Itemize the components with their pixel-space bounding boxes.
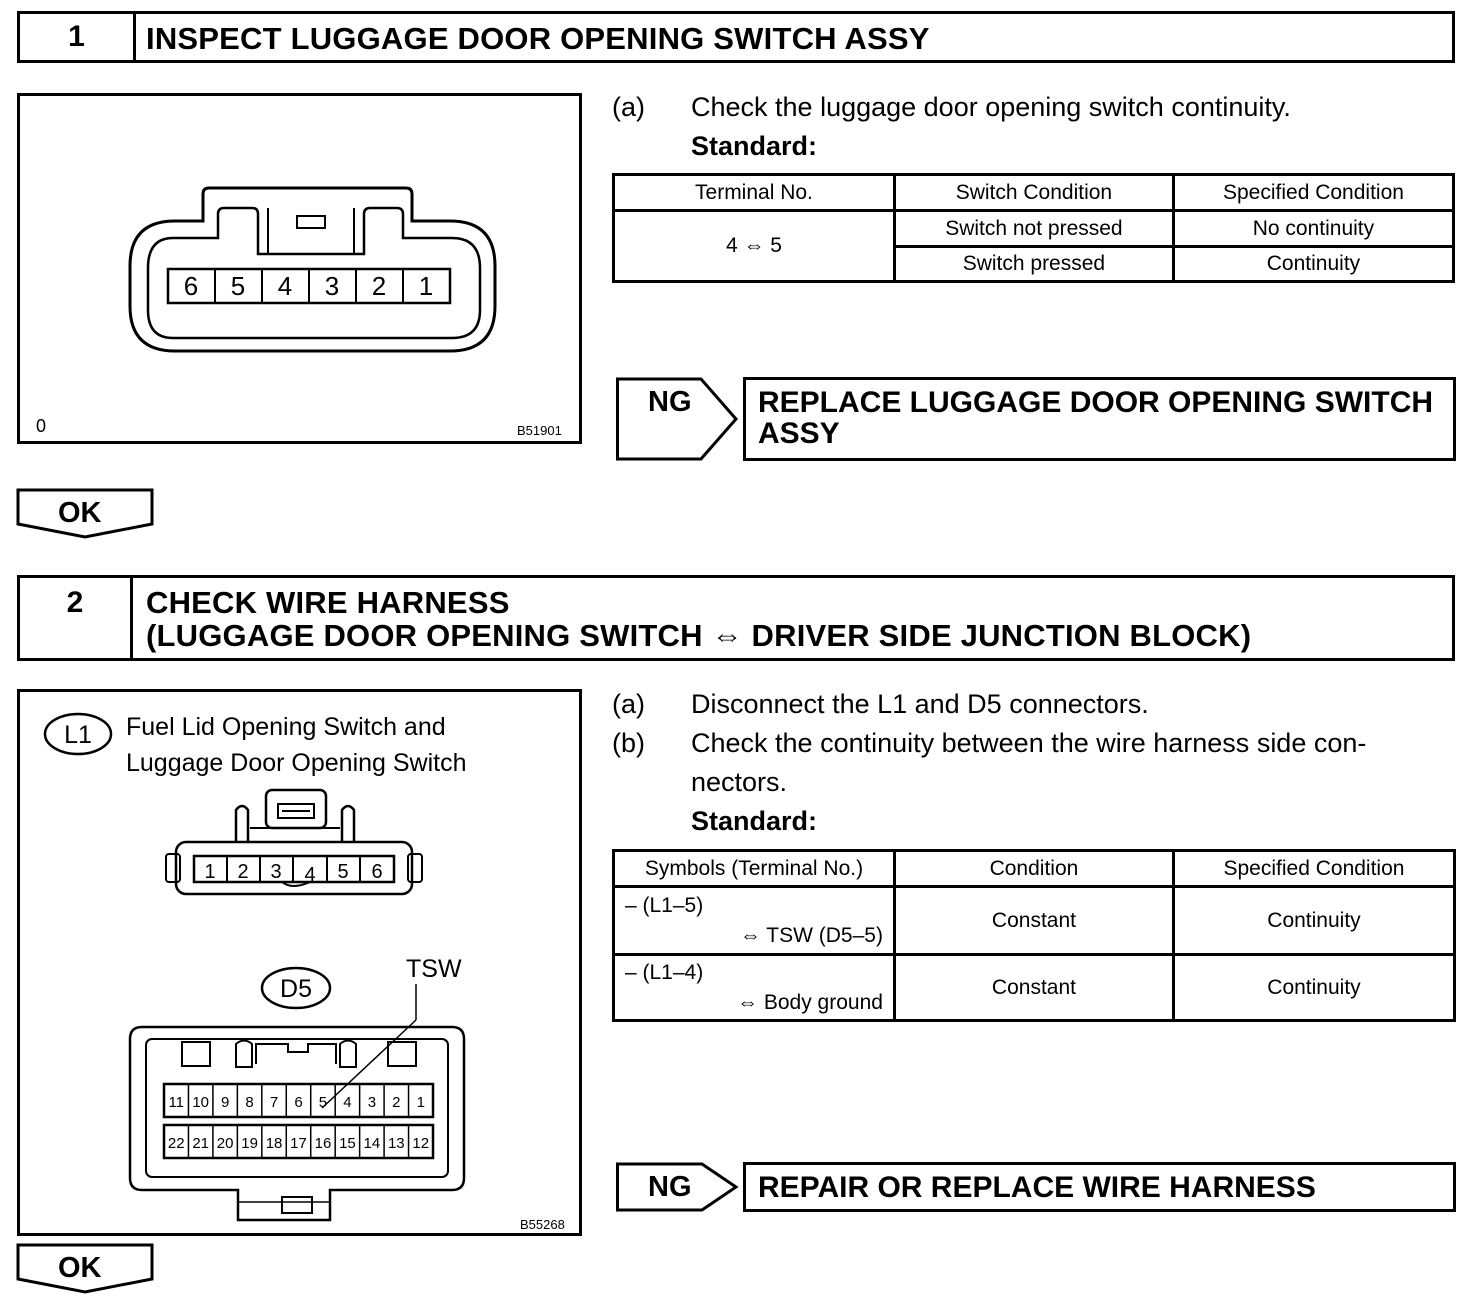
ok-label: OK bbox=[58, 1252, 102, 1284]
step-1-title: INSPECT LUGGAGE DOOR OPENING SWITCH ASSY bbox=[146, 21, 930, 56]
l1-caption-line: Luggage Door Opening Switch bbox=[126, 749, 467, 777]
step-2-number bbox=[20, 578, 133, 658]
table-cell: Continuity bbox=[1173, 247, 1453, 282]
l1-badge-text: L1 bbox=[64, 721, 92, 749]
d5-pin-label: 6 bbox=[294, 1094, 303, 1111]
d5-pin-label: 20 bbox=[216, 1135, 234, 1152]
instruction-text: Disconnect the L1 and D5 connectors. bbox=[691, 689, 1149, 719]
table-cell: Switch not pressed bbox=[894, 211, 1173, 247]
symbol-from: – (L1–4) bbox=[625, 960, 704, 984]
l1-pin-label: 5 bbox=[337, 861, 349, 883]
instruction-label: (a) bbox=[612, 689, 645, 719]
step-1-ok-branch bbox=[16, 488, 156, 540]
figure-code: B51901 bbox=[517, 423, 562, 438]
step-2-title-line: (LUGGAGE DOOR OPENING SWITCH ⇔ DRIVER SIDE JUNCTION BLOCK) bbox=[146, 618, 1252, 653]
standard-label: Standard: bbox=[691, 131, 818, 161]
l1-pin-label: 3 bbox=[270, 861, 282, 883]
l1-pin-label: 2 bbox=[237, 861, 249, 883]
ng-action-line: REPAIR OR REPLACE WIRE HARNESS bbox=[758, 1171, 1316, 1204]
instruction-text: Check the luggage door opening switch continuity. bbox=[691, 92, 1291, 122]
ng-label: NG bbox=[648, 1171, 692, 1203]
ng-action-box bbox=[743, 377, 1456, 461]
ok-label: OK bbox=[58, 497, 102, 529]
switch-pin-label: 1 bbox=[418, 271, 434, 301]
step-1-instructions bbox=[612, 88, 1462, 178]
d5-pin-label: 16 bbox=[314, 1135, 332, 1152]
d5-pin-label: 5 bbox=[318, 1094, 328, 1111]
table-cell: Constant bbox=[894, 955, 1173, 1021]
table-header: Switch Condition bbox=[894, 175, 1173, 211]
table-header: Condition bbox=[894, 851, 1173, 887]
switch-pin-label: 5 bbox=[230, 271, 246, 301]
table-cell: Constant bbox=[894, 887, 1173, 955]
table-cell-symbol bbox=[614, 955, 895, 1021]
symbol-to: ⇔ Body ground bbox=[737, 990, 883, 1014]
step-2-instructions bbox=[612, 685, 1462, 845]
d5-pin-label: 8 bbox=[245, 1094, 254, 1111]
d5-pin-label: 9 bbox=[220, 1094, 230, 1111]
l1-pin-label: 4 bbox=[304, 864, 316, 886]
instruction-text-cont: nectors. bbox=[691, 767, 788, 797]
l1-caption-line: Fuel Lid Opening Switch and bbox=[126, 713, 446, 741]
switch-pin-label: 2 bbox=[371, 271, 387, 301]
symbol-to: ⇔ TSW (D5–5) bbox=[739, 923, 883, 947]
tsw-label: TSW bbox=[406, 955, 462, 983]
ng-action-line: ASSY bbox=[758, 417, 840, 450]
d5-pin-grid bbox=[168, 1084, 429, 1158]
switch-pin-label: 6 bbox=[183, 271, 199, 301]
step-2-number-text: 2 bbox=[66, 586, 84, 619]
d5-pin-label: 4 bbox=[343, 1094, 352, 1111]
d5-pin-label: 10 bbox=[192, 1094, 210, 1111]
step-2-figure bbox=[17, 689, 582, 1236]
d5-pin-label: 19 bbox=[241, 1135, 258, 1152]
d5-pin-label: 13 bbox=[387, 1135, 405, 1152]
d5-pin-label: 3 bbox=[367, 1094, 377, 1111]
step-2-title bbox=[146, 586, 1251, 652]
figure-code: B55268 bbox=[520, 1217, 565, 1232]
ng-action-box bbox=[743, 1162, 1456, 1212]
step-1-figure bbox=[17, 93, 582, 444]
d5-pin-label: 14 bbox=[363, 1135, 381, 1152]
d5-connector-shape bbox=[130, 1027, 464, 1220]
step-1-spec-table bbox=[612, 173, 1455, 283]
d5-pin-label: 22 bbox=[167, 1135, 185, 1152]
standard-label: Standard: bbox=[691, 806, 818, 836]
step-2-spec-table bbox=[612, 849, 1456, 1022]
step-1-number: 1 bbox=[20, 14, 136, 60]
d5-pin-label: 11 bbox=[168, 1094, 185, 1111]
step-2-ng-branch bbox=[616, 1162, 1456, 1212]
d5-pin-label: 7 bbox=[269, 1094, 279, 1111]
switch-connector-diagram bbox=[20, 96, 585, 447]
d5-pin-label: 1 bbox=[416, 1094, 425, 1111]
table-cell-terminal: 4 ⇔ 5 bbox=[614, 211, 895, 282]
switch-pin-label: 4 bbox=[277, 271, 293, 301]
step-1-ng-branch bbox=[616, 377, 1456, 461]
table-header: Terminal No. bbox=[614, 175, 895, 211]
table-cell: Continuity bbox=[1173, 887, 1454, 955]
figure-corner-mark: 0 bbox=[36, 416, 47, 436]
table-header: Specified Condition bbox=[1173, 851, 1454, 887]
ng-action-line: REPLACE LUGGAGE DOOR OPENING SWITCH bbox=[758, 386, 1434, 419]
step-1-header bbox=[17, 11, 1455, 63]
symbol-from: – (L1–5) bbox=[625, 893, 704, 917]
table-cell-symbol bbox=[614, 887, 895, 955]
table-cell: No continuity bbox=[1173, 211, 1453, 247]
instruction-label: (a) bbox=[612, 92, 645, 122]
d5-pin-label: 17 bbox=[290, 1135, 307, 1152]
switch-pin-label: 3 bbox=[324, 271, 340, 301]
instruction-label: (b) bbox=[612, 728, 645, 758]
d5-pin-label: 2 bbox=[392, 1094, 401, 1111]
d5-badge-text: D5 bbox=[280, 975, 312, 1003]
ng-label: NG bbox=[648, 386, 692, 418]
d5-pin-label: 12 bbox=[412, 1135, 430, 1152]
d5-pin-label: 21 bbox=[192, 1135, 210, 1152]
table-cell: Switch pressed bbox=[894, 247, 1173, 282]
l1-pin-label: 6 bbox=[371, 861, 383, 883]
d5-pin-label: 15 bbox=[339, 1135, 356, 1152]
table-cell: Continuity bbox=[1173, 955, 1454, 1021]
instruction-text: Check the continuity between the wire harness side con- bbox=[691, 728, 1367, 758]
l1-pin-label: 1 bbox=[204, 861, 216, 883]
table-header: Symbols (Terminal No.) bbox=[614, 851, 895, 887]
table-header: Specified Condition bbox=[1173, 175, 1453, 211]
step-2-ok-branch bbox=[16, 1243, 156, 1295]
d5-pin-label: 18 bbox=[265, 1135, 283, 1152]
step-2-title-line: CHECK WIRE HARNESS bbox=[146, 585, 510, 620]
step-2-header bbox=[17, 575, 1455, 661]
harness-connector-diagram bbox=[20, 692, 585, 1239]
